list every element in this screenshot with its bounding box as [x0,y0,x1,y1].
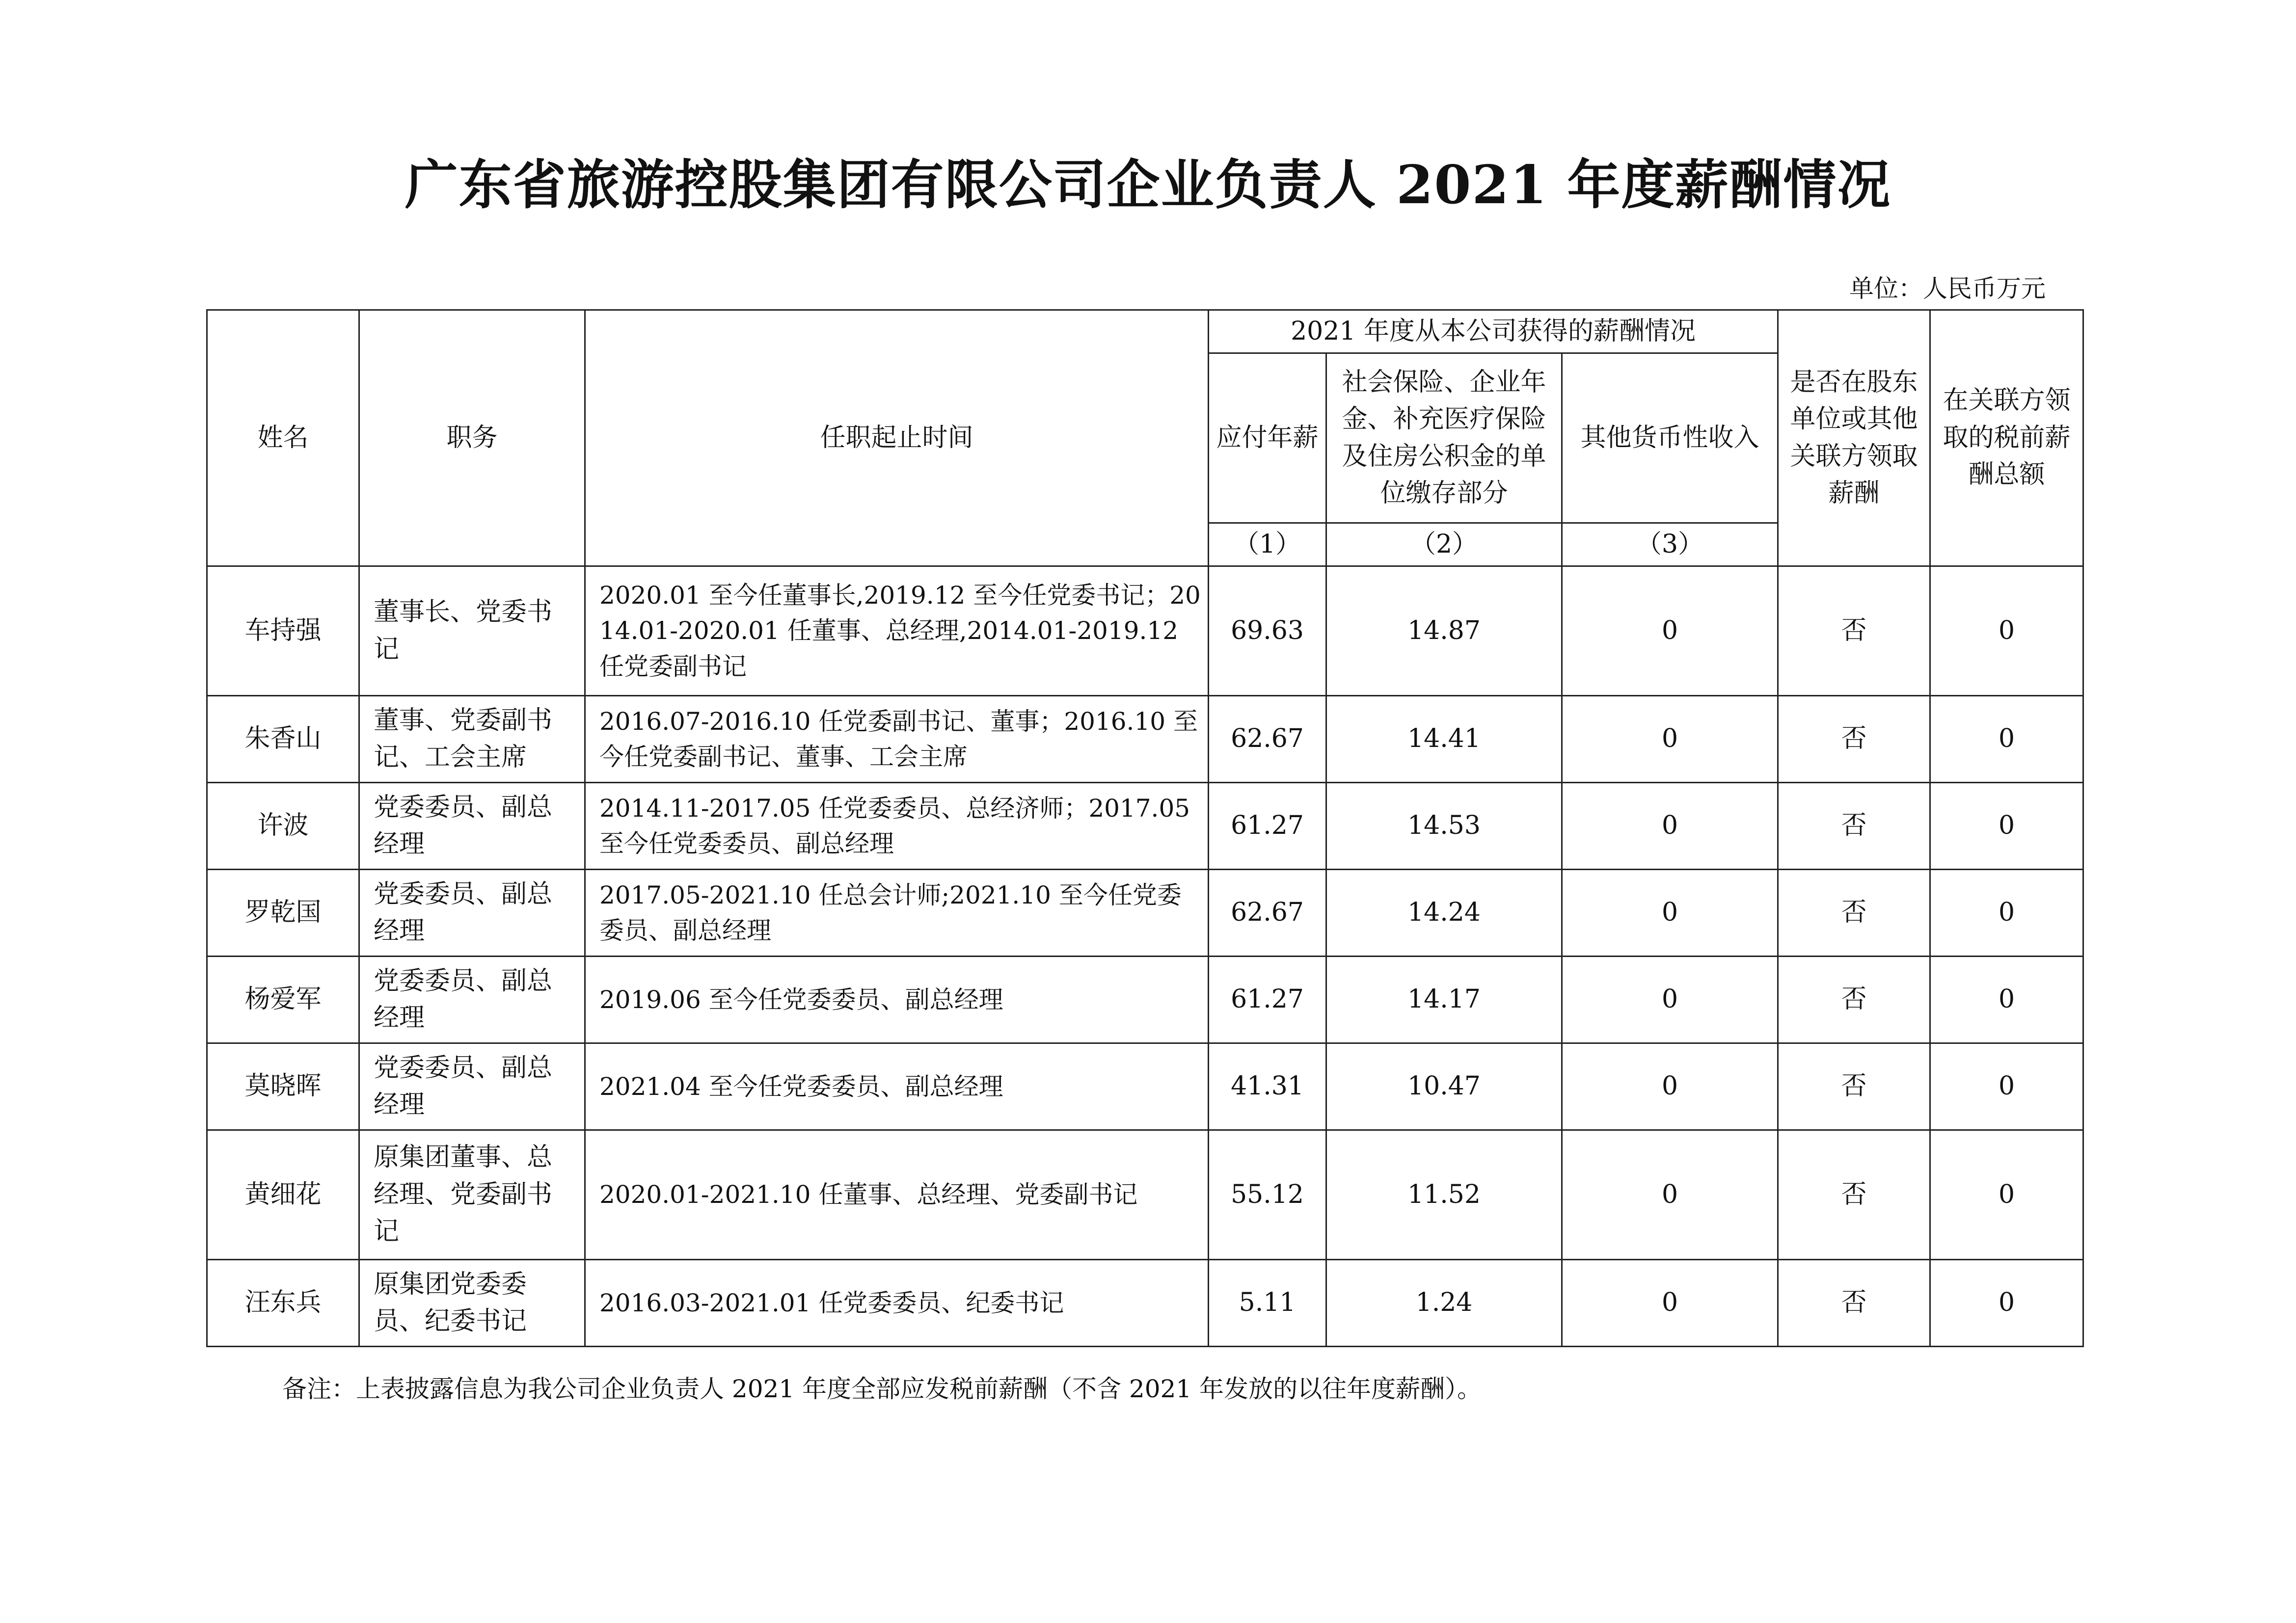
cell-insurance: 14.24 [1326,870,1562,957]
page-title: 广东省旅游控股集团有限公司企业负责人 2021 年度薪酬情况 [405,154,1891,216]
cell-name: 莫晓晖 [207,1043,359,1130]
cell-name: 杨爱军 [207,957,359,1043]
cell-insurance: 10.47 [1326,1043,1562,1130]
cell-related: 否 [1778,783,1930,870]
cell-salary: 5.11 [1209,1260,1326,1347]
table-row [207,1043,2083,1130]
cell-related-total: 0 [1930,957,2083,1043]
cell-related-total: 0 [1930,566,2083,696]
table-row [207,566,2083,696]
header-related: 是否在股东单位或其他关联方领取薪酬 [1778,310,1930,566]
cell-related: 否 [1778,1130,1930,1260]
cell-name: 罗乾国 [207,870,359,957]
cell-insurance: 1.24 [1326,1260,1562,1347]
header-num-2: （2） [1326,523,1562,566]
cell-related: 否 [1778,870,1930,957]
cell-position: 党委委员、副总经理 [359,957,585,1043]
header-related-total: 在关联方领取的税前薪酬总额 [1930,310,2083,566]
header-tenure: 任职起止时间 [585,310,1209,566]
cell-other: 0 [1562,696,1778,783]
cell-insurance: 14.87 [1326,566,1562,696]
cell-tenure: 2019.06 至今任党委委员、副总经理 [585,957,1209,1043]
cell-related-total: 0 [1930,1043,2083,1130]
table-row [207,696,2083,783]
table-row [207,957,2083,1043]
footnote: 备注：上表披露信息为我公司企业负责人 2021 年度全部应发税前薪酬（不含 2021 年发放的以往年度薪酬）。 [282,1375,1482,1403]
cell-insurance: 14.41 [1326,696,1562,783]
cell-salary: 55.12 [1209,1130,1326,1260]
table-row [207,870,2083,957]
header-name: 姓名 [207,310,359,566]
table-row [207,783,2083,870]
cell-name: 车持强 [207,566,359,696]
cell-other: 0 [1562,566,1778,696]
cell-name: 汪东兵 [207,1260,359,1347]
cell-other: 0 [1562,1260,1778,1347]
cell-related: 否 [1778,1260,1930,1347]
header-salary: 应付年薪 [1209,353,1326,523]
cell-related-total: 0 [1930,1130,2083,1260]
cell-name: 黄细花 [207,1130,359,1260]
cell-related: 否 [1778,566,1930,696]
header-row [207,310,2083,353]
cell-related-total: 0 [1930,1260,2083,1347]
header-insurance: 社会保险、企业年金、补充医疗保险及住房公积金的单位缴存部分 [1326,353,1562,523]
cell-salary: 69.63 [1209,566,1326,696]
unit-label: 单位：人民币万元 [1849,274,2046,303]
cell-position: 原集团董事、总经理、党委副书记 [359,1130,585,1260]
cell-name: 许波 [207,783,359,870]
cell-related-total: 0 [1930,783,2083,870]
cell-tenure: 2017.05-2021.10 任总会计师;2021.10 至今任党委委员、副总经理 [585,870,1209,957]
cell-tenure: 2021.04 至今任党委委员、副总经理 [585,1043,1209,1130]
cell-position: 董事、党委副书记、工会主席 [359,696,585,783]
cell-position: 党委委员、副总经理 [359,783,585,870]
cell-insurance: 14.17 [1326,957,1562,1043]
cell-insurance: 11.52 [1326,1130,1562,1260]
cell-salary: 61.27 [1209,957,1326,1043]
cell-tenure: 2016.07-2016.10 任党委副书记、董事；2016.10 至今任党委副书记、董事、工会主席 [585,696,1209,783]
cell-position: 党委委员、副总经理 [359,870,585,957]
cell-salary: 62.67 [1209,696,1326,783]
cell-salary: 61.27 [1209,783,1326,870]
header-group: 2021 年度从本公司获得的薪酬情况 [1209,310,1778,353]
cell-related-total: 0 [1930,696,2083,783]
cell-tenure: 2016.03-2021.01 任党委委员、纪委书记 [585,1260,1209,1347]
cell-other: 0 [1562,1130,1778,1260]
cell-position: 党委委员、副总经理 [359,1043,585,1130]
cell-tenure: 2020.01-2021.10 任董事、总经理、党委副书记 [585,1130,1209,1260]
cell-related: 否 [1778,696,1930,783]
cell-other: 0 [1562,1043,1778,1130]
header-other: 其他货币性收入 [1562,353,1778,523]
cell-name: 朱香山 [207,696,359,783]
cell-position: 董事长、党委书记 [359,566,585,696]
cell-related: 否 [1778,1043,1930,1130]
header-position: 职务 [359,310,585,566]
cell-other: 0 [1562,957,1778,1043]
table-row [207,1130,2083,1260]
cell-tenure: 2020.01 至今任董事长,2019.12 至今任党委书记；2014.01-2020.01 任董事、总经理,2014.01-2019.12 任党委副书记 [585,566,1209,696]
cell-other: 0 [1562,870,1778,957]
cell-other: 0 [1562,783,1778,870]
cell-position: 原集团党委委员、纪委书记 [359,1260,585,1347]
cell-related: 否 [1778,957,1930,1043]
salary-table [206,309,2084,1347]
cell-tenure: 2014.11-2017.05 任党委委员、总经济师；2017.05 至今任党委委员、副总经理 [585,783,1209,870]
header-num-1: （1） [1209,523,1326,566]
cell-insurance: 14.53 [1326,783,1562,870]
header-num-3: （3） [1562,523,1778,566]
cell-salary: 62.67 [1209,870,1326,957]
cell-related-total: 0 [1930,870,2083,957]
table-row [207,1260,2083,1347]
cell-salary: 41.31 [1209,1043,1326,1130]
